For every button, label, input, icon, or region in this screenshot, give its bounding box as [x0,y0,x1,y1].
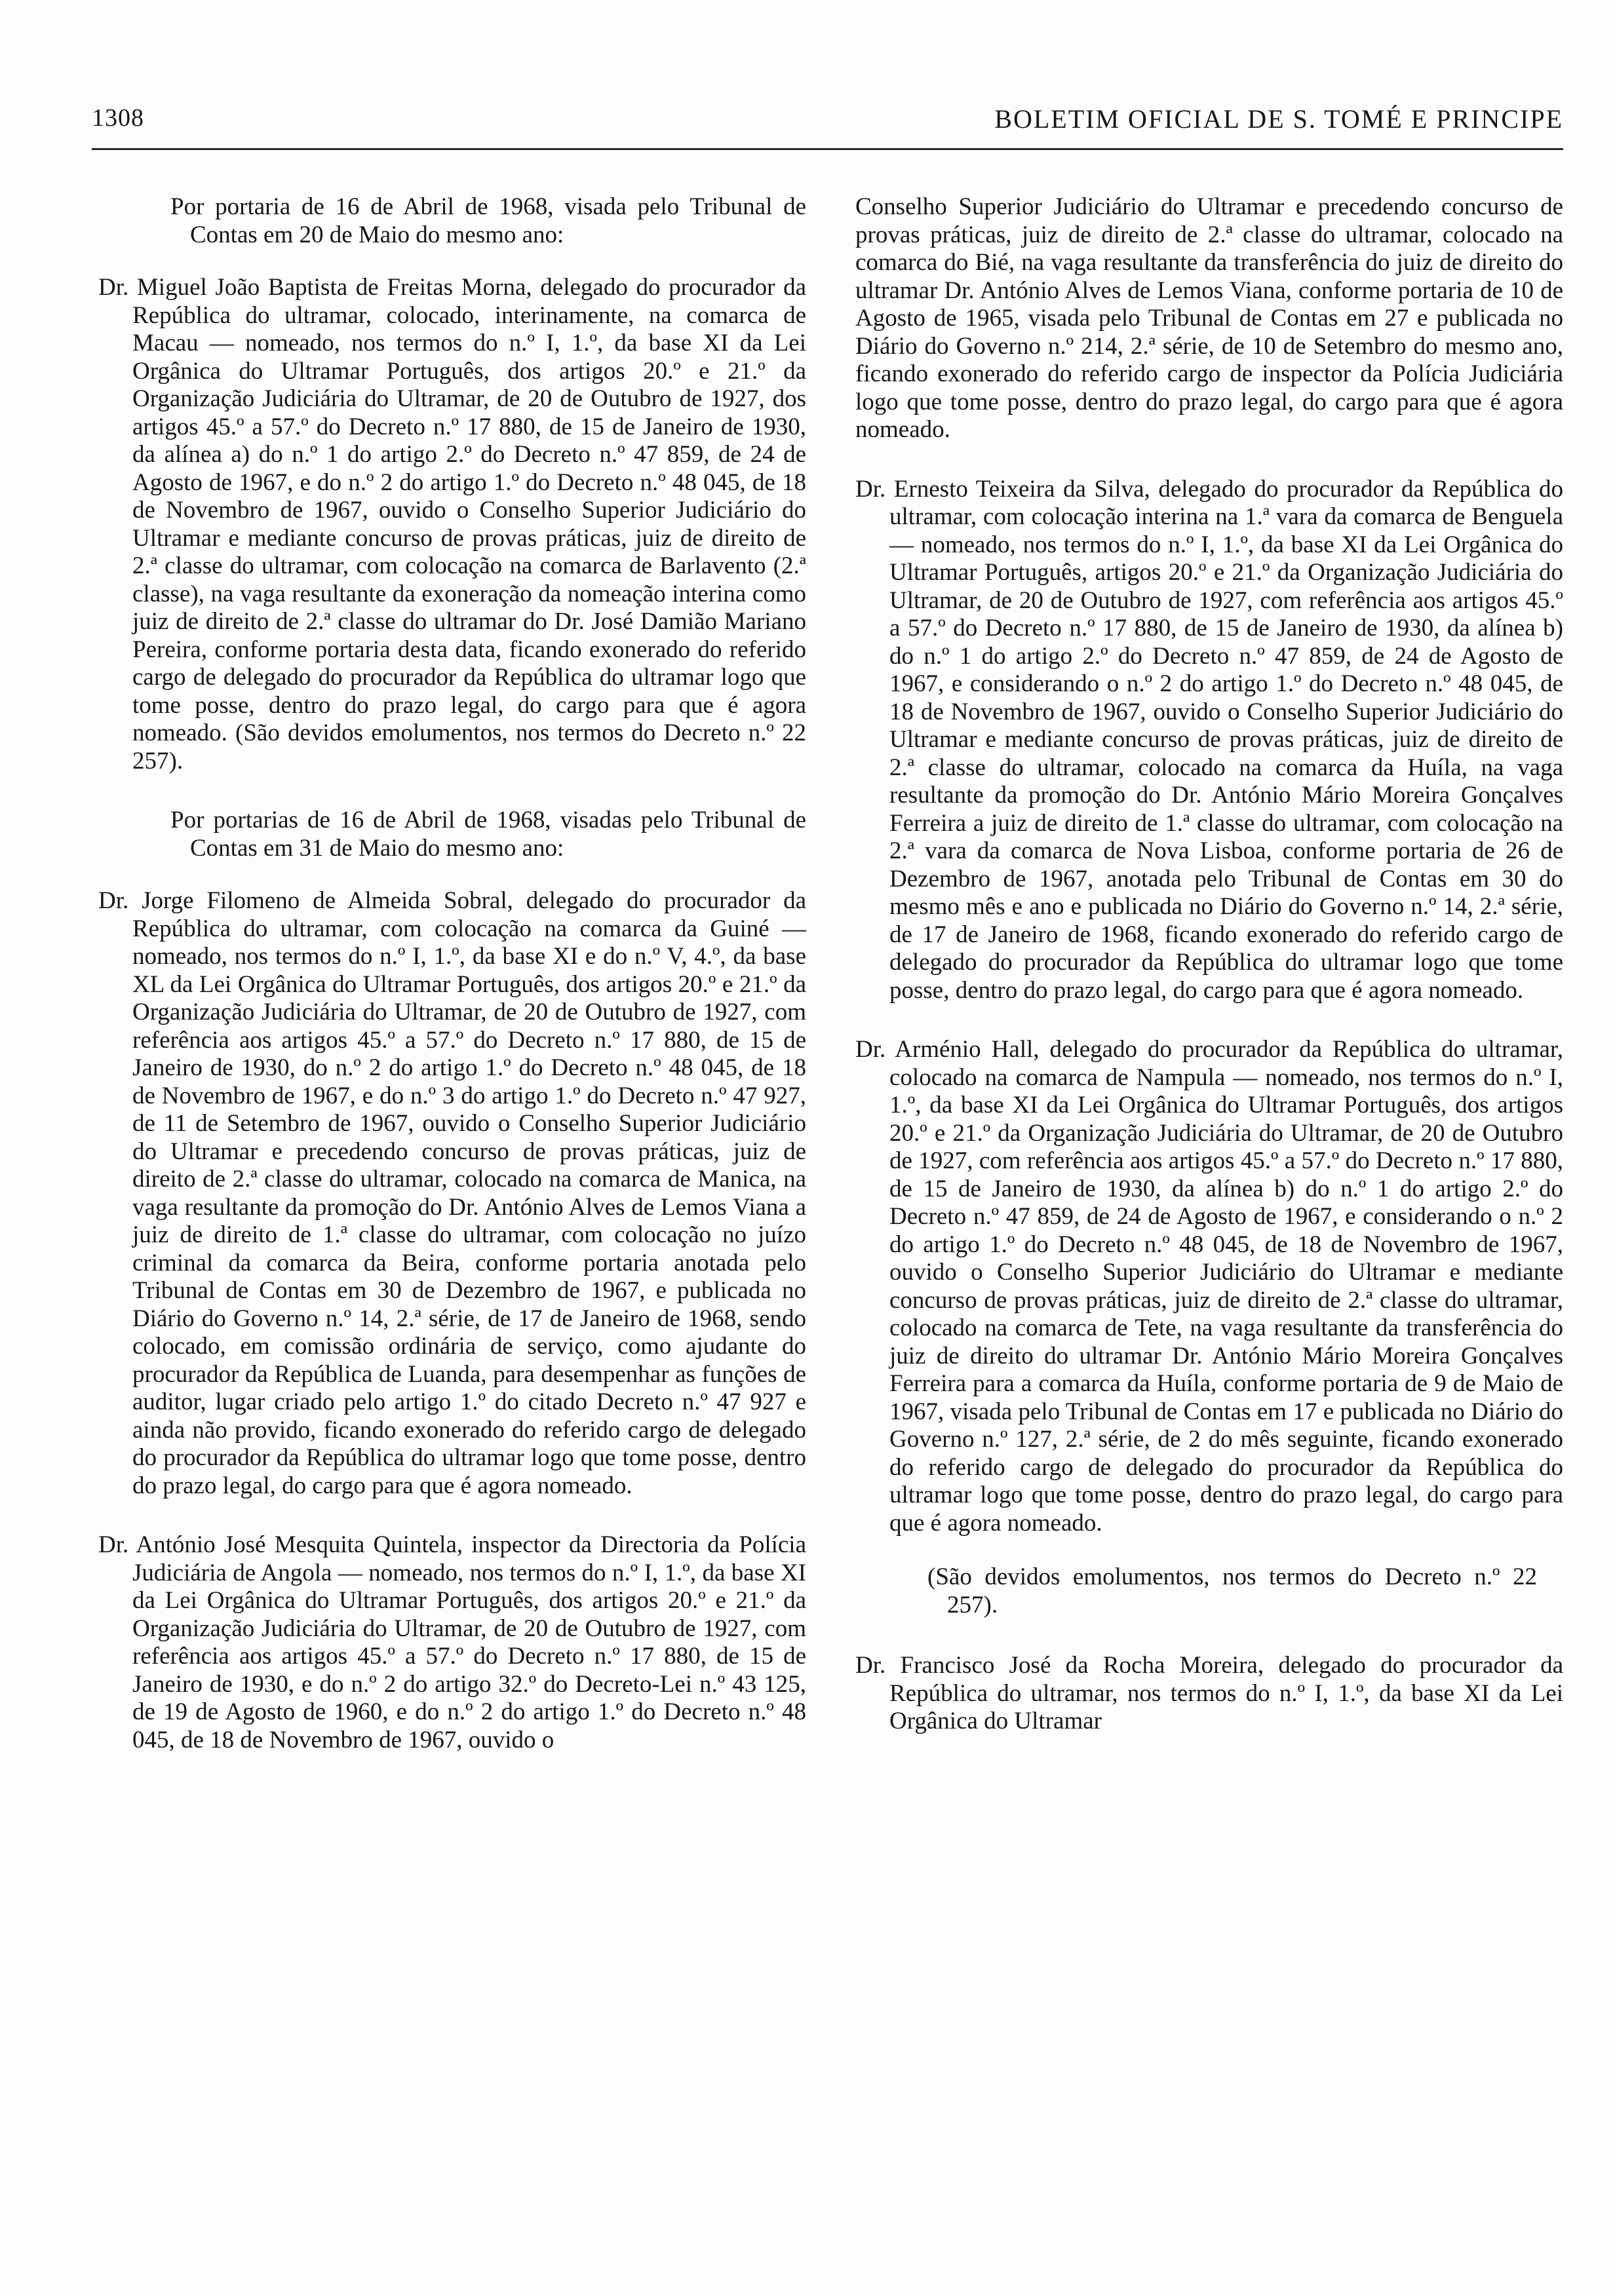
intro-paragraph: Por portaria de 16 de Abril de 1968, visada pelo Tribunal de Contas em 20 de Maio do mesmo ano: [170,193,806,248]
continued-paragraph: Conselho Superior Judiciário do Ultramar e precedendo concurso de provas práticas, juiz de direito de 2.ª classe do ultramar, colocado na comarca do Bié, na vaga resultante da transferência do juiz de direito do ultramar Dr. António Alves de Lemos Viana, conforme portaria de 10 de Agosto de 1965, visada pelo Tribunal de Contas em 27 e publicada no Diário do Governo n.º 214, 2.ª série, de 10 de Setembro do mesmo ano, ficando exonerado do referido cargo de inspector da Polícia Judiciária logo que tome posse, dentro do prazo legal, do cargo para que é agora nomeado. [855,193,1563,443]
appointment-entry: Dr. Jorge Filomeno de Almeida Sobral, delegado do procurador da República do ultramar, com colocação na comarca da Guiné — nomeado, nos termos do n.º I, 1.º, da base XI e do n.º V, 4.º, da base XL da Lei Orgânica do Ultramar Português, dos artigos 20.º e 21.º da Organização Judiciária do Ultramar, de 20 de Outubro de 1927, com referência aos artigos 45.º a 57.º do Decreto n.º 17 880, de 15 de Janeiro de 1930, do n.º 2 do artigo 1.º do Decreto n.º 48 045, de 18 de Novembro de 1967, e do n.º 3 do artigo 1.º do Decreto n.º 47 927, de 11 de Setembro de 1967, ouvido o Conselho Superior Judiciário do Ultramar e precedendo concurso de provas práticas, juiz de direito de 2.ª classe do ultramar, colocado na comarca de Manica, na vaga resultante da promoção do Dr. António Alves de Lemos Viana a juiz de direito de 1.ª classe do ultramar, com colocação no juízo criminal da comarca da Beira, conforme portaria anotada pelo Tribunal de Contas em 30 de Dezembro de 1967, e publicada no Diário do Governo n.º 14, 2.ª série, de 17 de Janeiro de 1968, sendo colocado, em comissão ordinária de serviço, como ajudante do procurador da República de Luanda, para desempenhar as funções de auditor, lugar criado pelo artigo 1.º do citado Decreto n.º 47 927 e ainda não provido, ficando exonerado do referido cargo de delegado do procurador da República do ultramar logo que tome posse, dentro do prazo legal, do cargo para que é agora nomeado. [98,887,806,1499]
emoluments-note: (São devidos emolumentos, nos termos do Decreto n.º 22 257). [927,1563,1537,1618]
appointment-entry: Dr. Ernesto Teixeira da Silva, delegado do procurador da República do ultramar, com colocação interina na 1.ª vara da comarca de Benguela — nomeado, nos termos do n.º I, 1.º, da base XI da Lei Orgânica do Ultramar Português, artigos 20.º e 21.º da Organização Judiciária do Ultramar, de 20 de Outubro de 1927, com referência aos artigos 45.º a 57.º do Decreto n.º 17 880, de 15 de Janeiro de 1930, da alínea b) do n.º 1 do artigo 2.º do Decreto n.º 47 859, de 24 de Agosto de 1967, e considerando o n.º 2 do artigo 1.º do Decreto n.º 48 045, de 18 de Novembro de 1967, ouvido o Conselho Superior Judiciário do Ultramar e mediante concurso de provas práticas, juiz de direito de 2.ª classe do ultramar, colocado na comarca da Huíla, na vaga resultante da promoção do Dr. António Mário Moreira Gonçalves Ferreira a juiz de direito de 1.ª classe do ultramar, com colocação na 2.ª vara da comarca de Nova Lisboa, conforme portaria de 26 de Dezembro de 1967, anotada pelo Tribunal de Contas em 30 do mesmo mês e ano e publicada no Diário do Governo n.º 14, 2.ª série, de 17 de Janeiro de 1968, ficando exonerado do referido cargo de delegado do procurador da República do ultramar logo que tome posse, dentro do prazo legal, do cargo para que é agora nomeado. [855,475,1563,1004]
appointment-entry: Dr. Francisco José da Rocha Moreira, delegado do procurador da República do ultramar, nos termos do n.º I, 1.º, da base XI da Lei Orgânica do Ultramar [855,1652,1563,1734]
appointment-entry: Dr. Miguel João Baptista de Freitas Morna, delegado do procurador da República do ultramar, colocado, interinamente, na comarca de Macau — nomeado, nos termos do n.º I, 1.º, da base XI da Lei Orgânica do Ultramar Português, dos artigos 20.º e 21.º da Organização Judiciária do Ultramar, de 20 de Outubro de 1927, dos artigos 45.º a 57.º do Decreto n.º 17 880, de 15 de Janeiro de 1930, da alínea a) do n.º 1 do artigo 2.º do Decreto n.º 47 859, de 24 de Agosto de 1967, e do n.º 2 do artigo 1.º do Decreto n.º 48 045, de 18 de Novembro de 1967, ouvido o Conselho Superior Judiciário do Ultramar e mediante concurso de provas práticas, juiz de direito de 2.ª classe do ultramar, com colocação na comarca de Barlavento (2.ª classe), na vaga resultante da exoneração da nomeação interina como juiz de direito de 2.ª classe do ultramar do Dr. José Damião Mariano Pereira, conforme portaria desta data, ficando exonerado do referido cargo de delegado do procurador da República do ultramar logo que tome posse, dentro do prazo legal, do cargo para que é agora nomeado. (São devidos emolumentos, nos termos do Decreto n.º 22 257). [98,274,806,775]
appointment-entry: Dr. António José Mesquita Quintela, inspector da Directoria da Polícia Judiciária de Angola — nomeado, nos termos do n.º I, 1.º, da base XI da Lei Orgânica do Ultramar Português, dos artigos 20.º e 21.º da Organização Judiciária do Ultramar, de 20 de Outubro de 1927, com referência aos artigos 45.º a 57.º do Decreto n.º 17 880, de 15 de Janeiro de 1930, e do n.º 2 do artigo 32.º do Decreto-Lei n.º 43 125, de 19 de Agosto de 1960, e do n.º 2 do artigo 1.º do Decreto n.º 48 045, de 18 de Novembro de 1967, ouvido o [98,1531,806,1753]
right-column [855,193,1563,1767]
page-number: 1308 [92,104,144,132]
journal-title: BOLETIM OFICIAL DE S. TOMÉ E PRINCIPE [994,104,1563,134]
intro-paragraph: Por portarias de 16 de Abril de 1968, visadas pelo Tribunal de Contas em 31 de Maio do mesmo ano: [170,807,806,862]
appointment-entry: Dr. Arménio Hall, delegado do procurador da República do ultramar, colocado na comarca de Nampula — nomeado, nos termos do n.º I, 1.º, da base XI da Lei Orgânica do Ultramar Português, dos artigos 20.º e 21.º da Organização Judiciária do Ultramar, de 20 de Outubro de 1927, com referência aos artigos 45.º a 57.º do Decreto n.º 17 880, de 15 de Janeiro de 1930, da alínea b) do n.º 1 do artigo 2.º do Decreto n.º 47 859, de 24 de Agosto de 1967, e considerando o n.º 2 do artigo 1.º do Decreto n.º 48 045, de 18 de Novembro de 1967, ouvido o Conselho Superior Judiciário do Ultramar e mediante concurso de provas práticas, juiz de direito de 2.ª classe do ultramar, colocado na comarca de Tete, na vaga resultante da transferência do juiz de direito do ultramar Dr. António Mário Moreira Gonçalves Ferreira para a comarca da Huíla, conforme portaria de 9 de Maio de 1967, visada pelo Tribunal de Contas em 17 e publicada no Diário do Governo n.º 127, 2.ª série, de 2 do mês seguinte, ficando exonerado do referido cargo de delegado do procurador da República do ultramar logo que tome posse, dentro do prazo legal, do cargo para que é agora nomeado. [855,1036,1563,1537]
left-column [98,193,806,1786]
page-header [92,98,1563,150]
